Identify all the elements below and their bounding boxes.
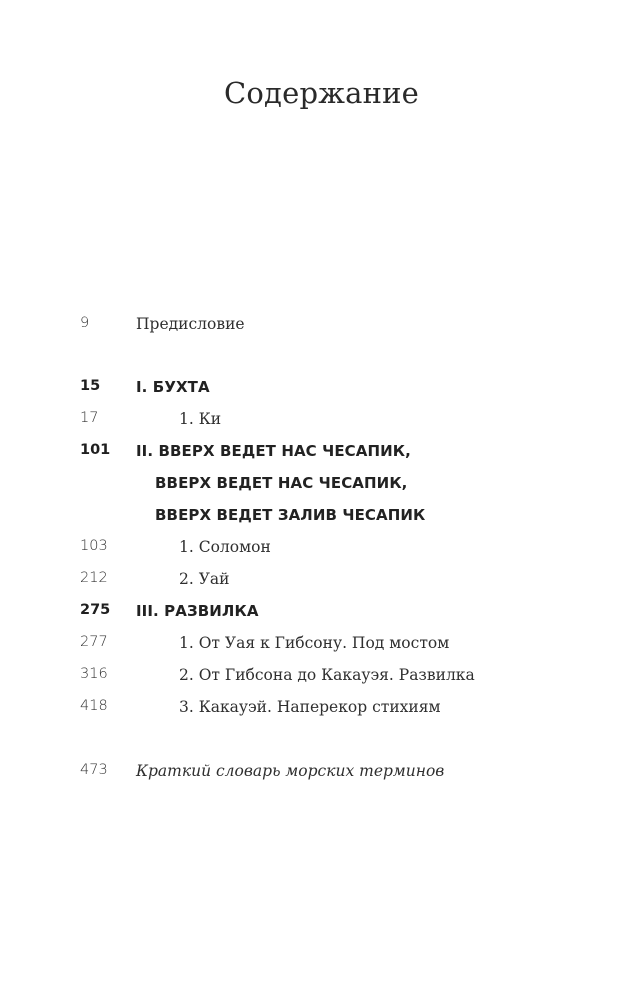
page-title: Содержание (223, 76, 420, 110)
toc-entry-part-3-chapter-2[interactable] (0, 666, 643, 690)
toc-entry-glossary[interactable] (0, 762, 643, 786)
page-number: 316 (80, 666, 108, 682)
toc-entry-part-3-chapter-3[interactable] (0, 698, 643, 722)
part-title-line-3: ВВЕРХ ВЕДЕТ ЗАЛИВ ЧЕСАПИК (155, 506, 426, 524)
part-title-line-1: II. ВВЕРХ ВЕДЕТ НАС ЧЕСАПИК, (136, 442, 411, 460)
chapter-title: 2. Уай (179, 570, 230, 588)
page-number: 9 (80, 315, 90, 331)
toc-entry-part-2-cont-1 (0, 474, 643, 498)
page-number: 277 (80, 634, 108, 650)
page-number: 103 (80, 538, 108, 554)
part-title: III. РАЗВИЛКА (136, 602, 259, 620)
part-title: I. БУХТА (136, 378, 210, 396)
toc-entry-part-3-chapter-1[interactable] (0, 634, 643, 658)
chapter-title: 2. От Гибсона до Какауэя. Развилка (179, 666, 475, 684)
toc-entry-part-2-chapter-2[interactable] (0, 570, 643, 594)
chapter-title: 3. Какауэй. Наперекор стихиям (179, 698, 441, 716)
page-number: 275 (80, 602, 111, 618)
page-number: 101 (80, 442, 111, 458)
toc-entry-part-1[interactable] (0, 378, 643, 402)
chapter-title: 1. Ки (179, 410, 222, 428)
chapter-title: 1. От Уая к Гибсону. Под мостом (179, 634, 450, 652)
toc-entry-part-2-chapter-1[interactable] (0, 538, 643, 562)
page-number: 17 (80, 410, 99, 426)
page-number: 212 (80, 570, 108, 586)
part-title-line-2: ВВЕРХ ВЕДЕТ НАС ЧЕСАПИК, (155, 474, 408, 492)
glossary-title: Краткий словарь морских терминов (136, 762, 445, 780)
entry-title: Предисловие (136, 315, 245, 333)
page-number: 418 (80, 698, 108, 714)
toc-entry-part-3[interactable] (0, 602, 643, 626)
chapter-title: 1. Соломон (179, 538, 271, 556)
toc-entry-part-1-chapter-1[interactable] (0, 410, 643, 434)
toc-entry-part-2-cont-2 (0, 506, 643, 530)
page-number: 473 (80, 762, 108, 778)
page-number: 15 (80, 378, 101, 394)
toc-entry-preface[interactable] (0, 315, 643, 339)
toc-entry-part-2[interactable] (0, 442, 643, 466)
